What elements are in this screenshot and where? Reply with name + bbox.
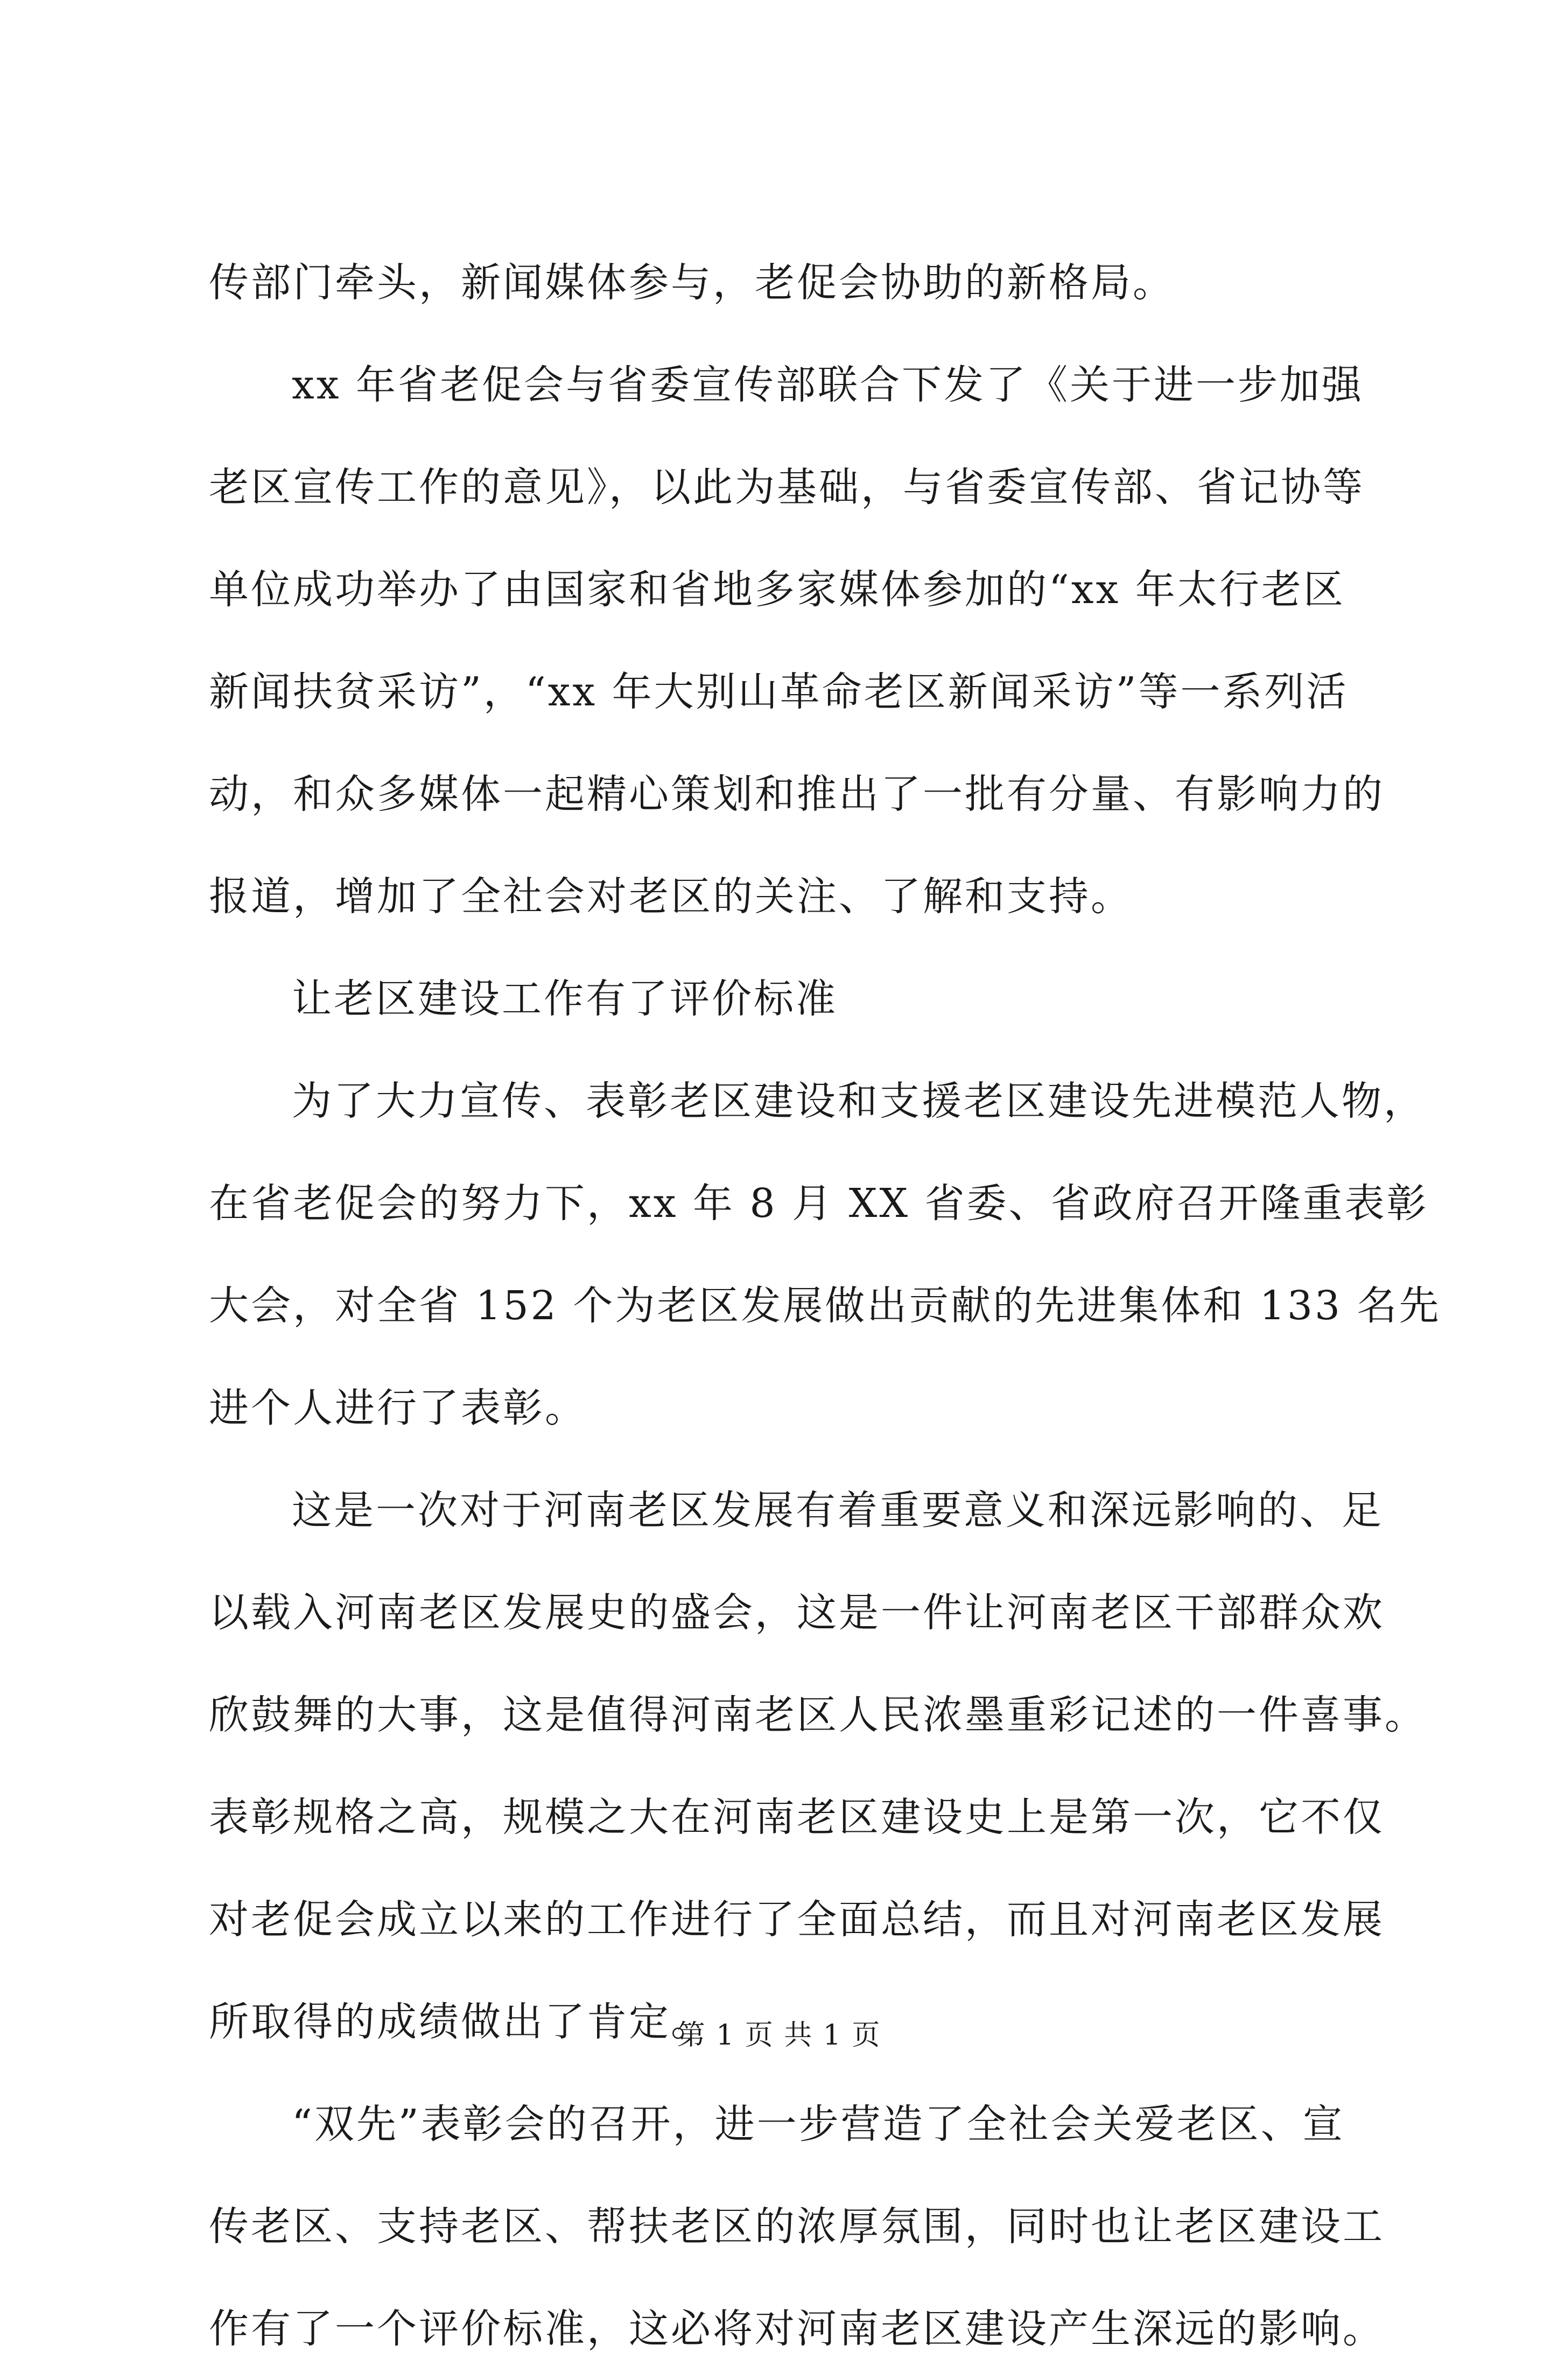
text-line: 以载入河南老区发展史的盛会，这是一件让河南老区干部群众欢	[209, 1590, 1385, 1636]
page-footer: 第 1 页 共 1 页	[677, 2019, 881, 2052]
text-line: 在省老促会的努力下，xx 年 8 月 XX 省委、省政府召开隆重表彰	[209, 1180, 1429, 1227]
text-line: 大会，对全省 152 个为老区发展做出贡献的先进集体和 133 名先	[209, 1283, 1441, 1329]
text-line: 传老区、支持老区、帮扶老区的浓厚氛围，同时也让老区建设工	[209, 2203, 1385, 2250]
text-line: 老区宣传工作的意见》，以此为基础，与省委宣传部、省记协等	[209, 464, 1365, 510]
text-line: 单位成功举办了由国家和省地多家媒体参加的“xx 年太行老区	[209, 566, 1345, 613]
text-line: 作有了一个评价标准，这必将对河南老区建设产生深远的影响。	[209, 2306, 1385, 2352]
document-body	[209, 232, 1441, 2380]
text-line: 动，和众多媒体一起精心策划和推出了一批有分量、有影响力的	[209, 771, 1385, 817]
text-line: 传部门牵头，新闻媒体参与，老促会协助的新格局。	[209, 260, 1175, 306]
text-line: 所取得的成绩做出了肯定。	[209, 1999, 713, 2045]
text-line: 为了大力宣传、表彰老区建设和支援老区建设先进模范人物，	[292, 1078, 1426, 1124]
text-line: 新闻扶贫采访”，“xx 年大别山革命老区新闻采访”等一系列活	[209, 669, 1349, 715]
text-line: 让老区建设工作有了评价标准	[292, 976, 838, 1022]
text-line: 表彰规格之高，规模之大在河南老区建设史上是第一次，它不仅	[209, 1794, 1385, 1840]
text-line: 欣鼓舞的大事，这是值得河南老区人民浓墨重彩记述的一件喜事。	[209, 1692, 1427, 1738]
text-line: xx 年省老促会与省委宣传部联合下发了《关于进一步加强	[292, 362, 1364, 408]
text-line: 对老促会成立以来的工作进行了全面总结，而且对河南老区发展	[209, 1896, 1385, 1943]
text-line: 报道，增加了全社会对老区的关注、了解和支持。	[209, 873, 1133, 920]
text-line: 这是一次对于河南老区发展有着重要意义和深远影响的、足	[292, 1487, 1384, 1534]
text-line: 进个人进行了表彰。	[209, 1385, 587, 1431]
text-line: “双先”表彰会的召开，进一步营造了全社会关爱老区、宣	[292, 2101, 1345, 2147]
